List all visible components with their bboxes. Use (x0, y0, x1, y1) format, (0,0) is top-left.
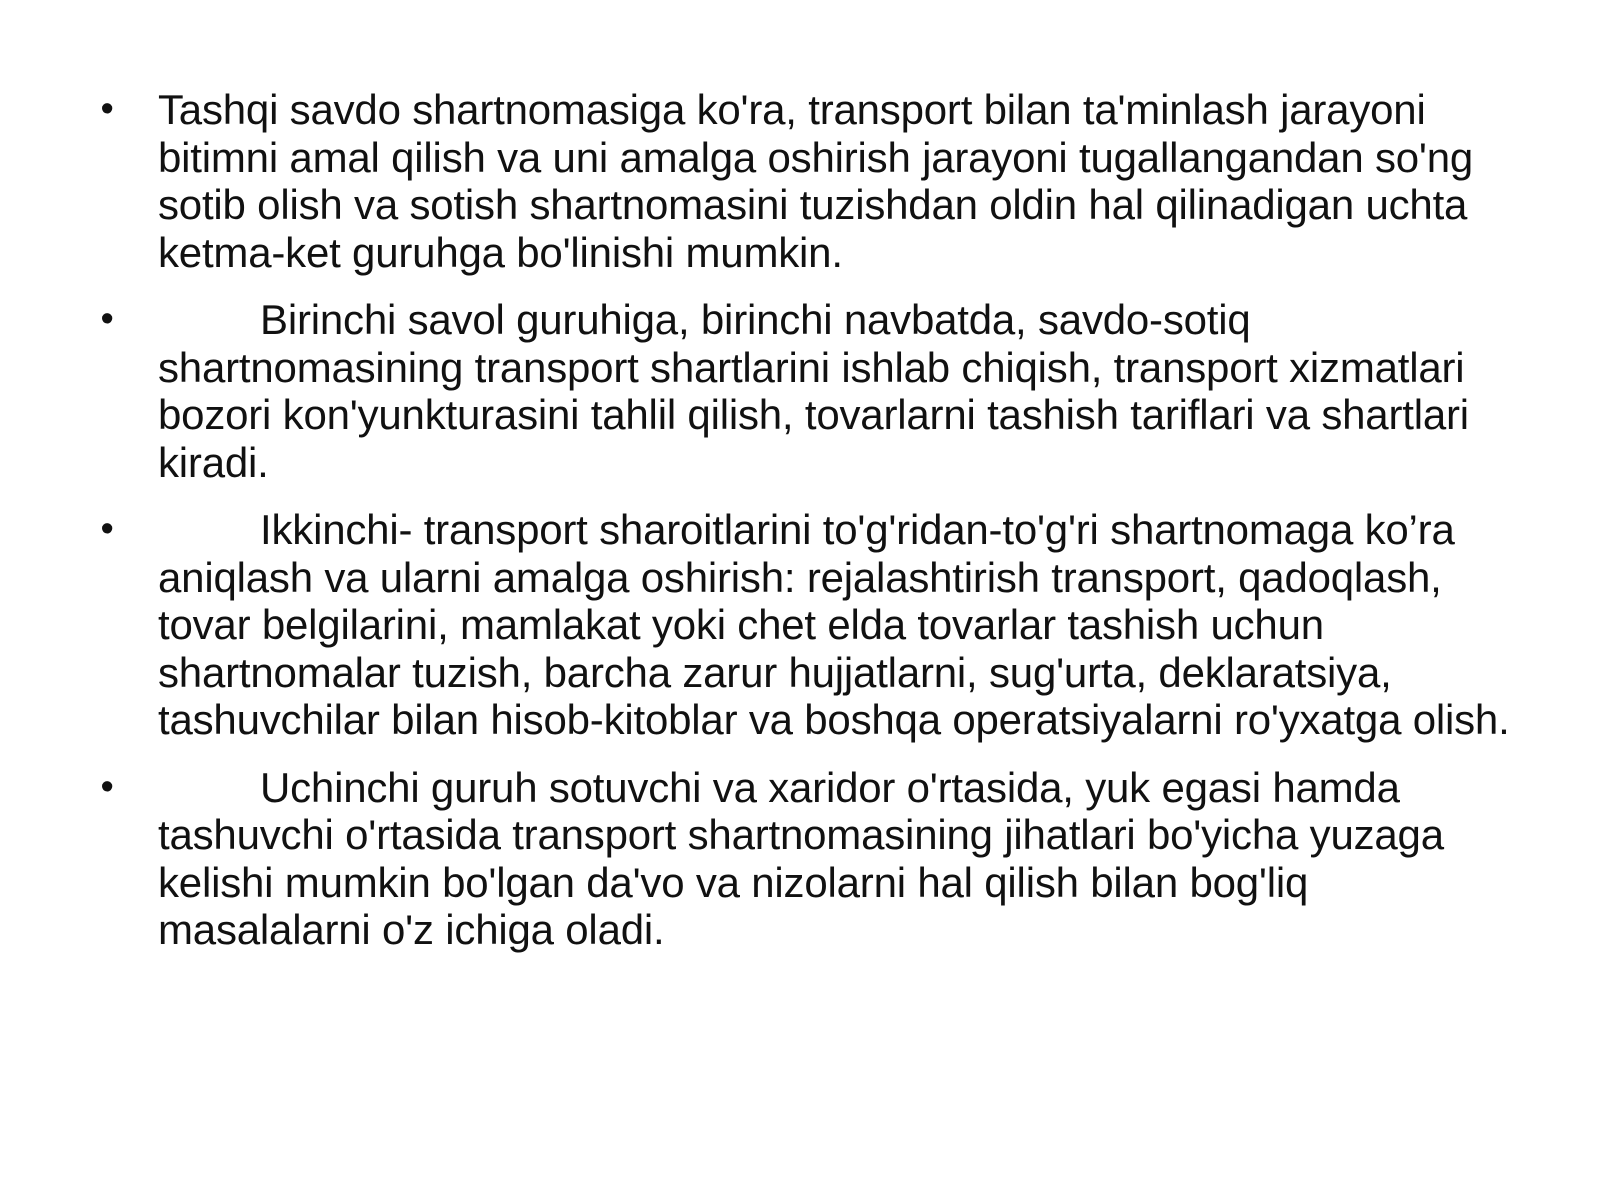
bullet-text-2: Birinchi savol guruhiga, birinchi navbatda, savdo-sotiq shartnomasining transport shartlarini ishlab chiqish, transport xizmatlari bozori kon'yunkturasini tahlil qilish, tovarlarni tashish tariflari va shartlari kiradi. (158, 296, 1469, 486)
bullet-marker-icon: • (100, 508, 114, 550)
bullet-item-3 (92, 506, 1512, 744)
bullet-text-4: Uchinchi guruh sotuvchi va xaridor o'rtasida, yuk egasi hamda tashuvchi o'rtasida transport shartnomasining jihatlari bo'yicha yuzaga kelishi mumkin bo'lgan da'vo va nizolarni hal qilish bilan bog'liq masalalarni o'z ichiga oladi. (158, 763, 1444, 953)
bullet-item-4 (92, 764, 1512, 954)
bullet-marker-icon: • (100, 765, 114, 808)
bullet-text-3: Ikkinchi- transport sharoitlarini to'g'ridan-to'g'ri shartnomaga ko’ra aniqlash va ularni amalga oshirish: rejalashtirish transport, qadoqlash, tovar belgilarini, mamlakat yoki chet elda tovarlar tashish uchun shartnomalar tuzish, barcha zarur hujjatlarni, sug'urta, deklaratsiya, tashuvchilar bilan hisob-kitoblar va boshqa operatsiyalarni ro'yxatga olish. (158, 506, 1510, 743)
bullet-list (92, 86, 1512, 974)
bullet-item-2 (92, 296, 1512, 486)
bullet-text-1: Tashqi savdo shartnomasiga ko'ra, transport bilan ta'minlash jarayoni bitimni amal qilish va uni amalga oshirish jarayoni tugallangandan so'ng sotib olish va sotish shartnomasini tuzishdan oldin hal qilinadigan uchta ketma-ket guruhga bo'linishi mumkin. (158, 86, 1474, 276)
bullet-item-1 (92, 86, 1512, 276)
bullet-marker-icon: • (100, 298, 114, 340)
bullet-marker-icon: • (100, 88, 114, 130)
